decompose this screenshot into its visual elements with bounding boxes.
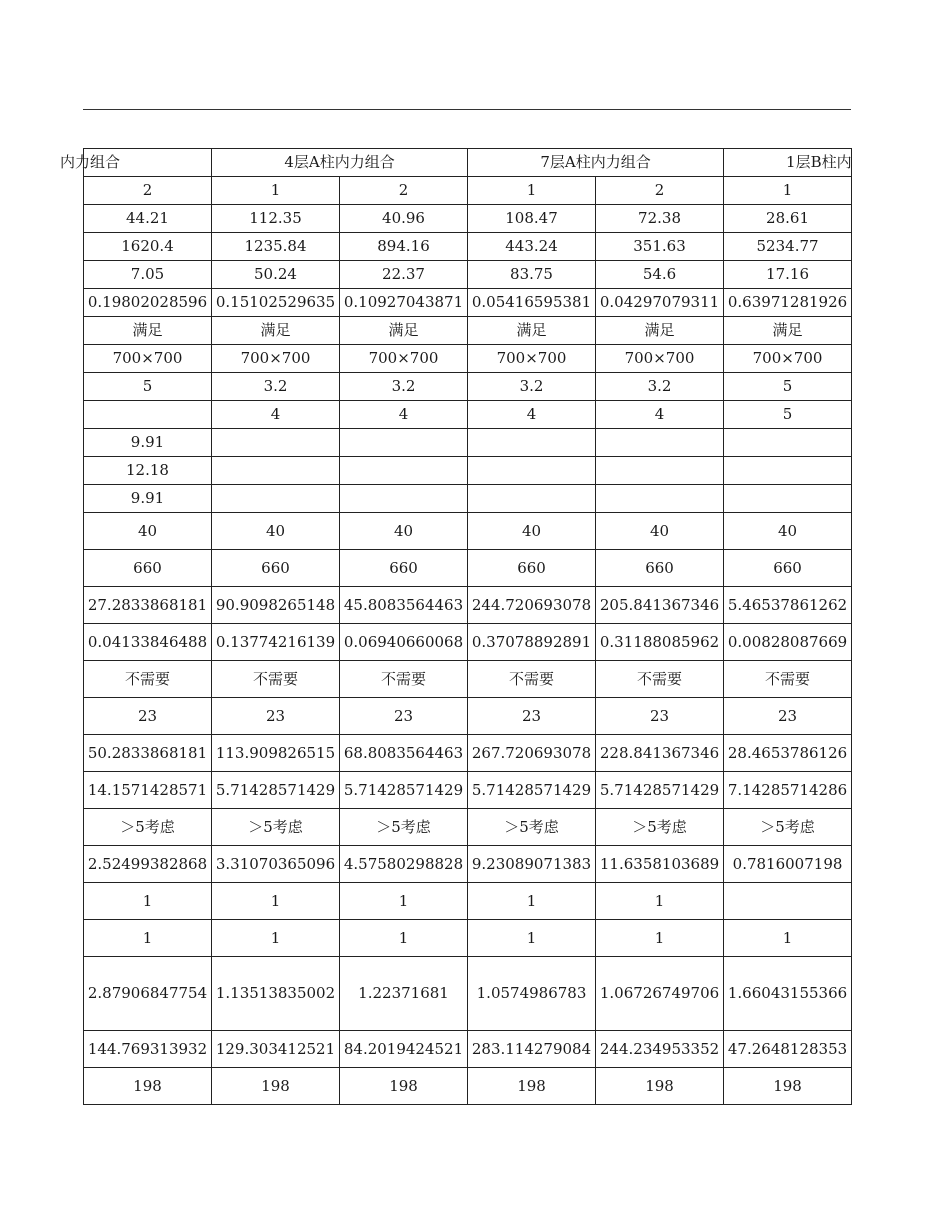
table-cell[interactable]: 700×700	[596, 345, 724, 373]
column-force-table	[60, 148, 852, 1105]
table-cell[interactable]: 5	[724, 401, 852, 429]
table-cell[interactable]: 1235.84	[212, 233, 340, 261]
table-cell[interactable]: 112.35	[212, 205, 340, 233]
table-cell[interactable]: 1.06726749706	[596, 957, 724, 1031]
table-cell[interactable]: 90.9098265148	[212, 587, 340, 624]
table-cell[interactable]: 5.71428571429	[212, 772, 340, 809]
table-cell[interactable]: 1	[724, 177, 852, 205]
table-cell[interactable]: 198	[724, 1068, 852, 1105]
table-row	[84, 809, 852, 846]
table-cell[interactable]: 0.37078892891	[468, 624, 596, 661]
table-cell[interactable]: 660	[596, 550, 724, 587]
table-cell[interactable]: 3.2	[468, 373, 596, 401]
table-cell[interactable]: 满足	[84, 317, 212, 345]
table-row	[84, 1068, 852, 1105]
table-cell[interactable]: 129.303412521	[212, 1031, 340, 1068]
table-cell[interactable]: 198	[340, 1068, 468, 1105]
table-cell[interactable]: 660	[468, 550, 596, 587]
table-cell[interactable]	[596, 457, 724, 485]
table-cell[interactable]: 9.91	[84, 429, 212, 457]
table-cell[interactable]: 0.04297079311	[596, 289, 724, 317]
table-cell[interactable]: 5.71428571429	[596, 772, 724, 809]
table-cell[interactable]: ＞5考虑	[212, 809, 340, 846]
table-cell[interactable]: 68.8083564463	[340, 735, 468, 772]
table-row	[84, 177, 852, 205]
table-cell[interactable]: 1	[340, 920, 468, 957]
table-row	[84, 587, 852, 624]
table-cell[interactable]: 4	[596, 401, 724, 429]
table-cell[interactable]	[340, 485, 468, 513]
table-cell[interactable]: 0.00828087669	[724, 624, 852, 661]
table-cell[interactable]: 1	[468, 920, 596, 957]
table-cell[interactable]	[84, 401, 212, 429]
table-cell[interactable]: 1	[596, 920, 724, 957]
table-cell[interactable]	[468, 457, 596, 485]
table-cell[interactable]: 0.7816007198	[724, 846, 852, 883]
table-cell[interactable]: 22.37	[340, 261, 468, 289]
table-cell[interactable]: ＞5考虑	[596, 809, 724, 846]
table-cell[interactable]: 0.19802028596	[84, 289, 212, 317]
table-cell[interactable]: 不需要	[724, 661, 852, 698]
table-cell[interactable]: 660	[84, 550, 212, 587]
table-cell[interactable]: 443.24	[468, 233, 596, 261]
table-cell[interactable]: 50.2833868181	[84, 735, 212, 772]
table-cell[interactable]: 283.114279084	[468, 1031, 596, 1068]
table-cell[interactable]	[724, 429, 852, 457]
table-cell[interactable]: 40	[340, 513, 468, 550]
table-cell[interactable]: 40.96	[340, 205, 468, 233]
table-cell[interactable]: 72.38	[596, 205, 724, 233]
header-row	[84, 149, 852, 177]
table-cell[interactable]	[596, 429, 724, 457]
table-cell[interactable]: 23	[340, 698, 468, 735]
table-cell[interactable]: 不需要	[212, 661, 340, 698]
table-cell[interactable]: 113.909826515	[212, 735, 340, 772]
table-row	[84, 698, 852, 735]
table-cell[interactable]: 9.91	[84, 485, 212, 513]
table-cell[interactable]: 1	[468, 177, 596, 205]
table-cell[interactable]: 3.2	[596, 373, 724, 401]
header-group-1b[interactable]: 1层B柱内	[724, 149, 852, 177]
table-cell[interactable]: ＞5考虑	[340, 809, 468, 846]
table-cell[interactable]: 83.75	[468, 261, 596, 289]
table-cell[interactable]: 11.6358103689	[596, 846, 724, 883]
table-cell[interactable]: 23	[212, 698, 340, 735]
table-cell[interactable]: 0.06940660068	[340, 624, 468, 661]
table-cell[interactable]: 1	[84, 920, 212, 957]
table-cell[interactable]	[212, 457, 340, 485]
table-cell[interactable]: 23	[468, 698, 596, 735]
table-cell[interactable]: 198	[468, 1068, 596, 1105]
table-cell[interactable]: 2	[596, 177, 724, 205]
table-cell[interactable]: 0.04133846488	[84, 624, 212, 661]
table-cell[interactable]: 2.52499382868	[84, 846, 212, 883]
table-cell[interactable]: 23	[596, 698, 724, 735]
table-cell[interactable]: 244.720693078	[468, 587, 596, 624]
table-cell[interactable]: 7.14285714286	[724, 772, 852, 809]
table-cell[interactable]: 27.2833868181	[84, 587, 212, 624]
table-cell[interactable]: 205.841367346	[596, 587, 724, 624]
table-cell[interactable]: 1	[212, 177, 340, 205]
table-row	[84, 513, 852, 550]
table-cell[interactable]: 700×700	[340, 345, 468, 373]
table-cell[interactable]: 40	[724, 513, 852, 550]
table-cell[interactable]: 1620.4	[84, 233, 212, 261]
table-cell[interactable]: 198	[84, 1068, 212, 1105]
table-cell[interactable]: 14.1571428571	[84, 772, 212, 809]
table-row	[84, 233, 852, 261]
table-row	[84, 661, 852, 698]
table-row	[84, 373, 852, 401]
table-cell[interactable]: 满足	[468, 317, 596, 345]
table-cell[interactable]: 满足	[596, 317, 724, 345]
header-group-7a[interactable]: 7层A柱内力组合	[468, 149, 724, 177]
table-cell[interactable]: 2	[84, 177, 212, 205]
table-cell[interactable]: 满足	[212, 317, 340, 345]
table-cell[interactable]: 144.769313932	[84, 1031, 212, 1068]
table-cell[interactable]: 0.15102529635	[212, 289, 340, 317]
table-cell[interactable]: 40	[84, 513, 212, 550]
table-cell[interactable]: 5	[84, 373, 212, 401]
table-row	[84, 957, 852, 1031]
table-cell[interactable]: 267.720693078	[468, 735, 596, 772]
table-cell[interactable]: 50.24	[212, 261, 340, 289]
table-cell[interactable]	[468, 485, 596, 513]
table-cell[interactable]: 0.31188085962	[596, 624, 724, 661]
table-cell[interactable]: 7.05	[84, 261, 212, 289]
table-cell[interactable]	[212, 485, 340, 513]
table-cell[interactable]: 700×700	[212, 345, 340, 373]
table-row	[84, 772, 852, 809]
table-cell[interactable]: 0.63971281926	[724, 289, 852, 317]
table-cell[interactable]: 4	[212, 401, 340, 429]
table-cell[interactable]: 23	[724, 698, 852, 735]
table-cell[interactable]	[212, 429, 340, 457]
table-cell[interactable]: 0.13774216139	[212, 624, 340, 661]
table-cell[interactable]: 28.61	[724, 205, 852, 233]
table-cell[interactable]: 1.22371681	[340, 957, 468, 1031]
table-row	[84, 624, 852, 661]
table-row	[84, 735, 852, 772]
table-row	[84, 846, 852, 883]
table-cell[interactable]: ＞5考虑	[84, 809, 212, 846]
table-cell[interactable]: 17.16	[724, 261, 852, 289]
table-cell[interactable]: 1	[468, 883, 596, 920]
table-row	[84, 457, 852, 485]
table-cell[interactable]: ＞5考虑	[468, 809, 596, 846]
table-cell[interactable]: 660	[212, 550, 340, 587]
table-cell[interactable]	[468, 429, 596, 457]
table-row	[84, 261, 852, 289]
table-row	[84, 883, 852, 920]
table-cell[interactable]: 5.71428571429	[468, 772, 596, 809]
table-cell[interactable]: 3.2	[340, 373, 468, 401]
table-cell[interactable]: 满足	[340, 317, 468, 345]
table-cell[interactable]	[724, 457, 852, 485]
table-cell[interactable]	[340, 457, 468, 485]
header-group-prev[interactable]: 内力组合	[84, 149, 212, 177]
table-cell[interactable]: 不需要	[596, 661, 724, 698]
table-cell[interactable]: 0.10927043871	[340, 289, 468, 317]
table-cell[interactable]	[340, 429, 468, 457]
table-row	[84, 550, 852, 587]
table-cell[interactable]: 5	[724, 373, 852, 401]
table-cell[interactable]: 351.63	[596, 233, 724, 261]
table-cell[interactable]: 0.05416595381	[468, 289, 596, 317]
table-cell[interactable]: 4	[340, 401, 468, 429]
table-cell[interactable]: 不需要	[340, 661, 468, 698]
table-cell[interactable]: 40	[212, 513, 340, 550]
table-row	[84, 317, 852, 345]
table-row	[84, 485, 852, 513]
table-cell[interactable]	[724, 883, 852, 920]
table-cell[interactable]: 1	[212, 920, 340, 957]
table-cell[interactable]: 4.57580298828	[340, 846, 468, 883]
table-cell[interactable]: 4	[468, 401, 596, 429]
table-cell[interactable]: 5.71428571429	[340, 772, 468, 809]
table-row	[84, 401, 852, 429]
table-cell[interactable]: 54.6	[596, 261, 724, 289]
table-cell[interactable]: 108.47	[468, 205, 596, 233]
spreadsheet-table	[60, 148, 852, 1105]
table-row	[84, 429, 852, 457]
table-cell[interactable]: 5.46537861262	[724, 587, 852, 624]
table-cell[interactable]: 44.21	[84, 205, 212, 233]
table-cell[interactable]: 2.87906847754	[84, 957, 212, 1031]
table-cell[interactable]: 1	[212, 883, 340, 920]
table-cell[interactable]: 1.13513835002	[212, 957, 340, 1031]
table-cell[interactable]: 不需要	[468, 661, 596, 698]
table-body	[60, 149, 852, 1105]
table-cell[interactable]	[724, 485, 852, 513]
table-cell[interactable]: 3.31070365096	[212, 846, 340, 883]
table-cell[interactable]: 700×700	[468, 345, 596, 373]
table-cell[interactable]: 40	[468, 513, 596, 550]
table-row	[84, 1031, 852, 1068]
table-cell[interactable]: 198	[212, 1068, 340, 1105]
table-cell[interactable]: 1.66043155366	[724, 957, 852, 1031]
table-cell[interactable]: 5234.77	[724, 233, 852, 261]
table-cell[interactable]: 9.23089071383	[468, 846, 596, 883]
table-cell[interactable]: 1	[596, 883, 724, 920]
table-cell[interactable]: 660	[340, 550, 468, 587]
table-cell[interactable]: 1	[340, 883, 468, 920]
table-cell[interactable]: 23	[84, 698, 212, 735]
table-cell[interactable]: 1	[724, 920, 852, 957]
table-cell[interactable]: 660	[724, 550, 852, 587]
table-cell[interactable]: 3.2	[212, 373, 340, 401]
table-cell[interactable]: 28.4653786126	[724, 735, 852, 772]
header-group-4a[interactable]: 4层A柱内力组合	[212, 149, 468, 177]
table-cell[interactable]: 244.234953352	[596, 1031, 724, 1068]
table-cell[interactable]: 2	[340, 177, 468, 205]
table-cell[interactable]: 84.2019424521	[340, 1031, 468, 1068]
table-cell[interactable]: 700×700	[84, 345, 212, 373]
table-cell[interactable]: 40	[596, 513, 724, 550]
table-cell[interactable]: ＞5考虑	[724, 809, 852, 846]
table-cell[interactable]: 1.0574986783	[468, 957, 596, 1031]
table-cell[interactable]: 45.8083564463	[340, 587, 468, 624]
table-cell[interactable]: 满足	[724, 317, 852, 345]
table-cell[interactable]	[596, 485, 724, 513]
table-cell[interactable]: 12.18	[84, 457, 212, 485]
table-row	[84, 920, 852, 957]
table-cell[interactable]: 198	[596, 1068, 724, 1105]
table-cell[interactable]: 1	[84, 883, 212, 920]
table-cell[interactable]: 47.2648128353	[724, 1031, 852, 1068]
table-row	[84, 289, 852, 317]
table-cell[interactable]: 228.841367346	[596, 735, 724, 772]
table-cell[interactable]: 700×700	[724, 345, 852, 373]
table-row	[84, 345, 852, 373]
table-cell[interactable]: 894.16	[340, 233, 468, 261]
table-row	[84, 205, 852, 233]
table-cell[interactable]: 不需要	[84, 661, 212, 698]
page-top-rule	[83, 109, 851, 110]
